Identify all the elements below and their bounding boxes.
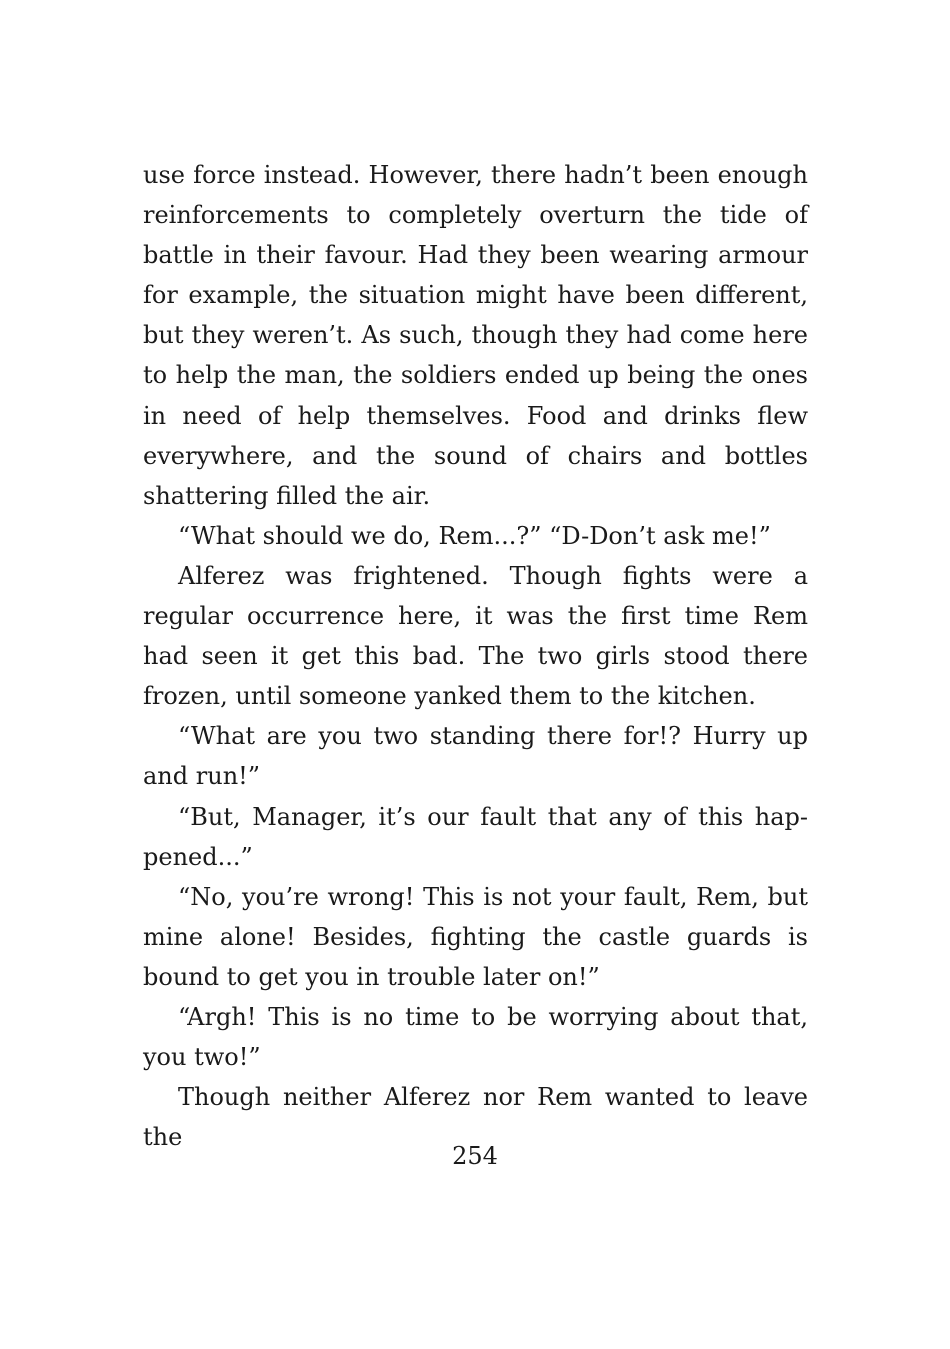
paragraph: Though neither Alferez nor Rem wanted to leave the <box>143 1083 808 1152</box>
body-text <box>143 155 808 1157</box>
paragraph-dialogue: “Argh! This is no time to be worrying about that, you two!” <box>143 1002 808 1072</box>
paragraph-dialogue: “No, you’re wrong! This is not your fault, Rem, but mine alone! Besides, fighting the castle guards is bound to get you in trouble later on!” <box>143 882 808 991</box>
paragraph-dialogue: “But, Manager, it’s our fault that any of this happened...” <box>143 802 808 871</box>
paragraph-continued: use force instead. However, there hadn’t been enough reinforcements to completely overturn the tide of battle in their favour. Had they been wearing armour for example, the situation might have been different, but they weren’t. As such, though they had come here to help the man, the soldiers ended up being the ones in need of help themselves. Food and drinks flew everywhere, and the sound of chairs and bottles shattering filled the air. <box>143 161 808 510</box>
page-number: 254 <box>452 1142 498 1170</box>
paragraph-dialogue: “What should we do, Rem...?” “D-Don’t ask me!” <box>178 521 771 550</box>
paragraph: Alferez was frightened. Though fights were a regular occurrence here, it was the first time Rem had seen it get this bad. The two girls stood there frozen, until someone yanked them to the kitchen. <box>143 561 808 711</box>
paragraph-dialogue: “What are you two standing there for!? Hurry up and run!” <box>143 722 808 791</box>
